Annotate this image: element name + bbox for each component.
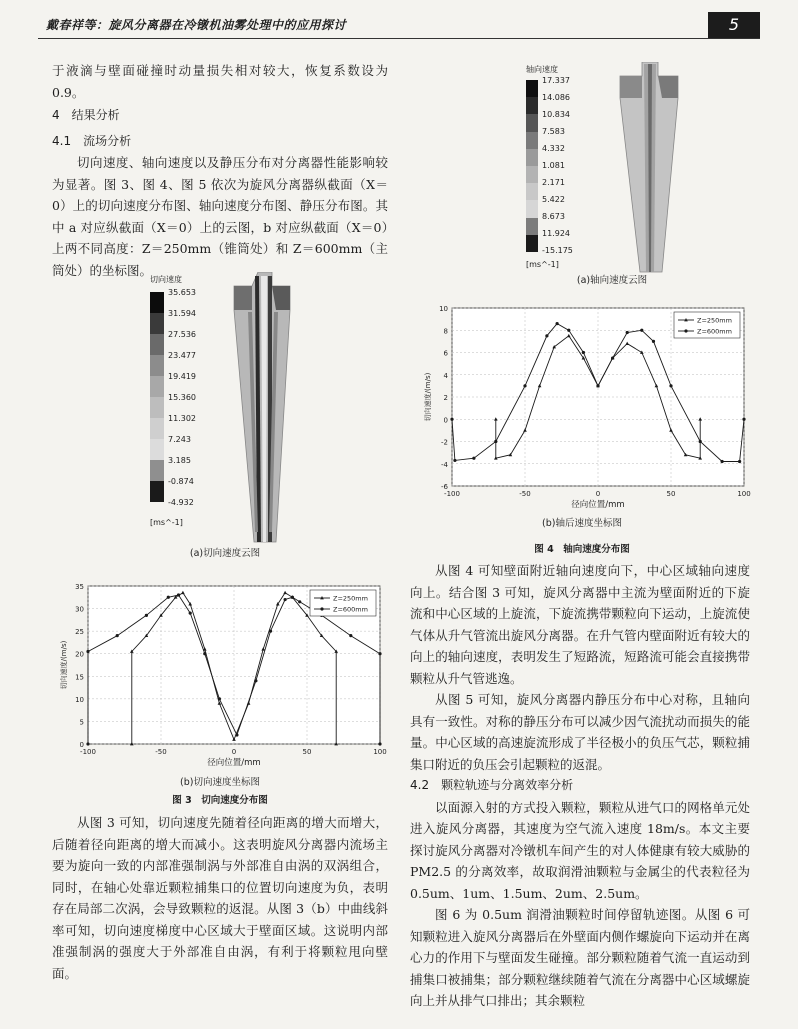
fig3a-legend-unit: [ms^-1]: [150, 518, 183, 527]
data-point: [349, 634, 352, 637]
fig3a-legend-value: 7.243: [168, 435, 191, 444]
page-number: 5: [708, 12, 760, 38]
legend-marker: [684, 329, 687, 332]
fig4a-legend-value: 10.834: [542, 110, 570, 119]
x-tick-label: 50: [666, 490, 676, 498]
heading-section-4: 4 结果分析: [52, 108, 120, 122]
fig3a-legend-value: -0.874: [168, 477, 194, 486]
data-point: [596, 384, 599, 387]
y-tick-label: 0: [443, 416, 448, 425]
fig3a-legend-value: -4.932: [168, 498, 194, 507]
x-tick-label: -50: [155, 748, 167, 756]
fig3a-legend-value: 15.360: [168, 393, 196, 402]
y-tick-label: -2: [441, 438, 448, 447]
data-point: [640, 329, 643, 332]
data-point: [738, 460, 741, 463]
data-point: [453, 459, 456, 462]
x-tick-label: 50: [302, 748, 312, 756]
data-point: [472, 457, 475, 460]
y-tick-label: 5: [79, 718, 84, 727]
x-axis-label: 径向位置/mm: [571, 500, 625, 510]
fig4a-legend-value: 1.081: [542, 161, 565, 170]
paragraph-fig5-analysis: 从图 5 可知，旋风分离器内静压分布中心对称，且轴向具有一致性。对称的静压分布可以减少因气流扰动而损失的能量。中心区域的高速旋流形成了半径极小的负压气芯，颗粒捕集口附近的负压会引起颗粒的返混。: [410, 692, 750, 772]
paragraph-flow-field: 切向速度、轴向速度以及静压分布对分离器性能影响较为显著。图 3、图 4、图 5 依次为旋风分离器纵截面（X＝0）上的切向速度分布图、轴向速度分布图、静压分布图。其中 a 对应纵截面（X＝0）上的云图，b 对应纵截面（X＝0）上两不同高度：Z＝250mm（锥筒处）和 Z＝600mm（主筒处）的坐标图。: [52, 155, 388, 278]
x-tick-label: 0: [595, 490, 601, 498]
fig3a-legend-value: 23.477: [168, 351, 196, 360]
fig3a-legend-title: 切向速度: [150, 275, 182, 284]
data-point: [145, 614, 148, 617]
y-tick-label: -6: [441, 483, 448, 491]
fig4a-legend-value: 5.422: [542, 195, 565, 204]
fig4a-legend-value: -15.175: [542, 246, 573, 255]
y-axis-label: 切向速度/(m/s): [60, 640, 68, 690]
y-tick-label: 10: [75, 695, 84, 704]
heading-4-1: 4.1 流场分析: [52, 133, 132, 148]
fig3a-separator-contour: [222, 272, 302, 562]
y-tick-label: 4: [443, 371, 448, 380]
data-point: [86, 742, 89, 745]
data-point: [203, 652, 206, 655]
data-point: [545, 334, 548, 337]
fig3a: [140, 272, 310, 562]
fig4a-legend-value: 2.171: [542, 178, 565, 187]
legend-marker: [320, 607, 323, 610]
x-tick-label: -100: [444, 490, 460, 498]
fig4a-caption: (a)轴向速度云图: [576, 275, 648, 286]
y-tick-label: 15: [75, 673, 84, 682]
fig3b-caption: (b)切向速度坐标图: [180, 777, 260, 788]
data-point: [218, 697, 221, 700]
data-point: [189, 611, 192, 614]
data-point: [254, 679, 257, 682]
data-point: [378, 742, 381, 745]
legend-label: Z=600mm: [697, 327, 732, 336]
y-axis-label: 切向速度/(m/s): [424, 372, 432, 422]
legend-label: Z=600mm: [333, 605, 368, 614]
x-axis-label: 径向位置/mm: [207, 758, 261, 768]
fig3a-colorbar: [150, 292, 164, 502]
x-tick-label: -100: [80, 748, 96, 756]
data-point: [699, 440, 702, 443]
fig4b-caption: (b)轴后速度坐标图: [542, 518, 622, 529]
y-tick-label: 20: [75, 650, 84, 659]
running-header-title: 戴春祥等：旋风分离器在冷镦机油雾处理中的应用探讨: [46, 18, 347, 32]
fig4a-legend-title: 轴向速度: [526, 65, 558, 74]
data-point: [291, 596, 294, 599]
data-point: [298, 600, 301, 603]
data-point: [582, 351, 585, 354]
fig3a-caption: (a)切向速度云图: [189, 548, 261, 559]
data-point: [556, 322, 559, 325]
x-tick-label: 100: [737, 490, 751, 498]
paragraph-fig3-analysis: 从图 3 可知，切向速度先随着径向距离的增大而增大，后随着径向距离的增大而减小。这表明旋风分离器内流场主要为旋向一致的内部准强制涡与外部准自由涡的双涡组合，同时，在轴心处靠近颗粒捕集口的位置切向速度为负，表明存在局部二次涡，会导致颗粒的返混。从图 3（b）中曲线斜率可知，切向速度梯度中心区域大于壁面区域。这说明内部准强制涡的强度大于外部准自由涡，有利于将颗粒甩向壁面。: [52, 815, 388, 981]
data-point: [450, 418, 453, 421]
running-header: [38, 12, 760, 39]
left-column-top: [52, 60, 388, 281]
y-tick-label: 2: [443, 394, 448, 402]
paragraph-continue: 于液滴与壁面碰撞时动量损失相对较大，恢复系数设为 0.9。: [52, 63, 388, 100]
y-tick-label: 8: [443, 327, 448, 336]
fig4a-separator-contour: [602, 62, 702, 277]
y-tick-label: 6: [443, 349, 448, 358]
fig4a-colorbar: [526, 80, 538, 252]
data-point: [378, 652, 381, 655]
data-point: [523, 384, 526, 387]
fig3b-chart: [52, 580, 388, 770]
fig3-caption: 图 3 切向速度分布图: [172, 795, 268, 806]
data-point: [86, 650, 89, 653]
y-tick-label: 35: [75, 583, 84, 591]
fig4a-legend-value: 7.583: [542, 127, 565, 136]
fig3a-legend-value: 35.653: [168, 288, 196, 297]
data-point: [167, 596, 170, 599]
data-point: [269, 630, 272, 633]
data-point: [284, 598, 287, 601]
data-point: [626, 331, 629, 334]
left-column-bottom: [52, 812, 388, 984]
fig4a-legend-unit: [ms^-1]: [526, 260, 559, 269]
data-point: [494, 440, 497, 443]
fig4a-legend-value: 4.332: [542, 144, 565, 153]
y-tick-label: -4: [441, 460, 448, 469]
y-tick-label: 10: [439, 305, 448, 313]
legend-label: Z=250mm: [333, 594, 368, 603]
paragraph-fig4-analysis: 从图 4 可知壁面附近轴向速度向下，中心区域轴向速度向上。结合图 3 可知，旋风分离器中主流为壁面附近的下旋流和中心区域的上旋流，下旋流携带颗粒向下运动，上旋流使气体从升气管流出旋风分离器。在升气管内壁面附近有较大的向上的轴向速度，表明发生了短路流，短路流可能会直接携带颗粒从升气管逃逸。: [410, 563, 750, 686]
data-point: [235, 733, 238, 736]
legend-label: Z=250mm: [697, 316, 732, 325]
data-point: [177, 593, 180, 596]
x-tick-label: -50: [519, 490, 531, 498]
x-tick-label: 100: [373, 748, 387, 756]
data-point: [721, 460, 724, 463]
paragraph-fig6-analysis: 图 6 为 0.5um 润滑油颗粒时间停留轨迹图。从图 6 可知颗粒进入旋风分离器后在外壁面内侧作螺旋向下运动并在离心力的作用下与壁面发生碰撞。部分颗粒随着气流一直运动到捕集口被捕集；部分颗粒继续随着气流在分离器中心区域螺旋向上并从排气口排出；其余颗粒: [410, 907, 750, 1008]
fig4a: [512, 62, 712, 287]
right-column-text: [410, 560, 750, 1012]
heading-4-2: 4.2 颗粒轨迹与分离效率分析: [410, 778, 574, 792]
paragraph-particle-setup: 以面源入射的方式投入颗粒，颗粒从进气口的网格单元处进入旋风分离器，其速度为空气流入速度 18m/s。本文主要探讨旋风分离器对冷镦机车间产生的对人体健康有较大威胁的 PM2.5 的分离效率，故取润滑油颗粒与金属尘的代表粒径为 0.5um、1um、1.5um、2um、2.5um。: [410, 799, 750, 901]
y-tick-label: 25: [75, 628, 84, 637]
fig4a-legend-value: 17.337: [542, 76, 570, 85]
fig4b-chart: [412, 302, 752, 514]
fig3a-legend-value: 27.536: [168, 330, 196, 339]
fig4a-legend-value: 11.924: [542, 229, 570, 238]
fig3a-legend-value: 3.185: [168, 456, 191, 465]
fig4a-legend-value: 14.086: [542, 93, 570, 102]
data-point: [116, 634, 119, 637]
y-tick-label: 30: [75, 605, 84, 614]
data-point: [742, 418, 745, 421]
fig3a-legend-value: 31.594: [168, 309, 196, 318]
data-point: [567, 329, 570, 332]
data-point: [669, 384, 672, 387]
data-point: [611, 356, 614, 359]
fig4-caption: 图 4 轴向速度分布图: [534, 544, 630, 555]
data-point: [652, 340, 655, 343]
x-tick-label: 0: [231, 748, 237, 756]
fig3a-legend-value: 11.302: [168, 414, 196, 423]
fig4a-legend-value: 8.673: [542, 212, 565, 221]
y-tick-label: 0: [79, 741, 84, 749]
fig3a-legend-value: 19.419: [168, 372, 196, 381]
